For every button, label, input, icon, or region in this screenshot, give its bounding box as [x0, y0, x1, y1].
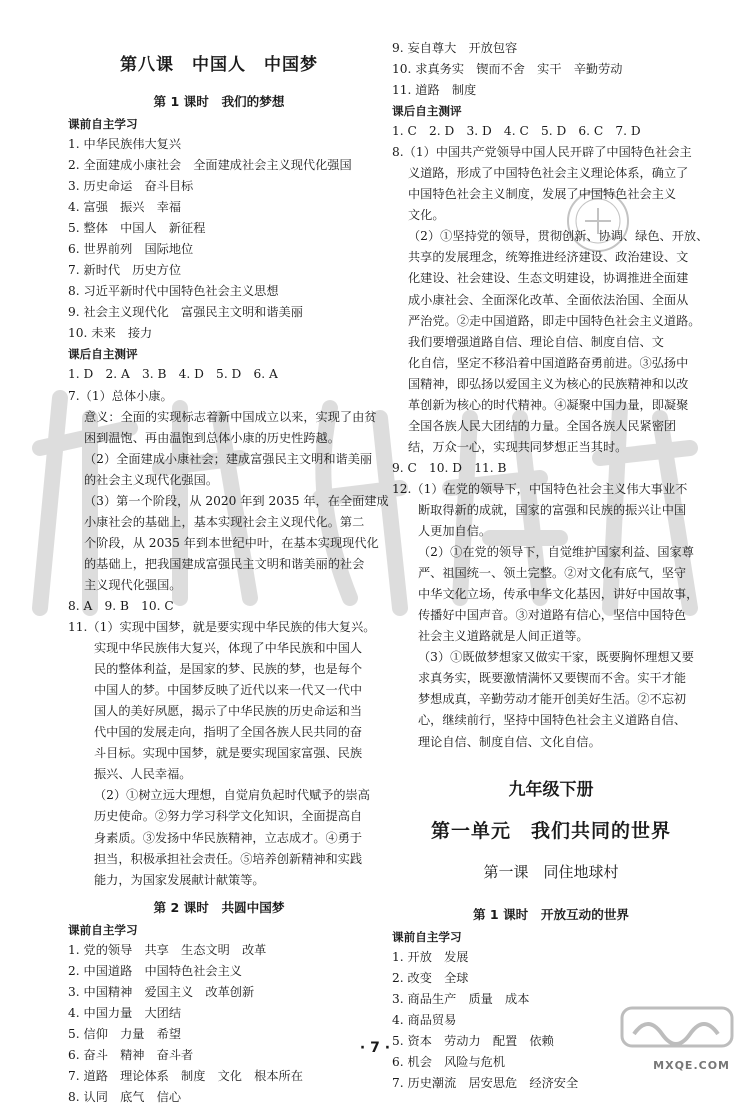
answer-line: 社会主义道路就是人间正道等。 [418, 629, 589, 644]
list-item: 2. 中国道路 中国特色社会主义 [68, 963, 242, 978]
answer-line: 振兴、人民幸福。 [94, 767, 192, 782]
post-test-answers [392, 121, 710, 752]
answer-line: 梦想成真，辛勤劳动才能开创美好生活。②不忘初 [418, 692, 687, 707]
answer-line: 意义：全面的实现标志着新中国成立以来，实现了由贫 [84, 409, 377, 424]
answer-line: 理论自信、制度自信、文化自信。 [418, 734, 601, 749]
list-item: 6. 世界前列 国际地位 [68, 242, 194, 257]
section-heading: 课前自主学习 [68, 922, 138, 937]
page-number: · 7 · [359, 1040, 391, 1056]
answer-line: 个阶段，从 2035 年到本世纪中叶，在基本实现现代化 [84, 535, 379, 550]
section-heading: 课后自主测评 [392, 104, 462, 119]
list-item: 3. 历史命运 奋斗目标 [68, 179, 194, 194]
list-item: 7. 历史潮流 居安思危 经济安全 [392, 1075, 579, 1090]
answer-line: 文化。 [408, 208, 445, 223]
list-item: 11. 道路 制度 [392, 83, 477, 98]
answer-line: 困到温饱、再由温饱到总体小康的历史性跨越。 [84, 430, 340, 445]
watermark-logo-text: MXQE.COM [653, 1059, 730, 1072]
answer-line: 人更加自信。 [418, 524, 492, 539]
pre-study-list-2 [68, 940, 370, 1108]
answer-line: 担当，积极承担社会责任。⑤培养创新精神和实践 [94, 851, 363, 866]
list-item: 9. 妄自尊大 开放包容 [392, 41, 518, 55]
answer-line: 代中国的发展走向，指明了全国各族人民共同的奋 [94, 725, 363, 740]
list-item: 2. 全面建成小康社会 全面建成社会主义现代化强国 [68, 158, 352, 173]
section-heading: 课后自主测评 [68, 347, 138, 362]
answer-line: 8.（1）中国共产党领导中国人民开辟了中国特色社会主 [392, 145, 692, 160]
answer-line: 严、祖国统一、领土完整。②对文化有底气，坚守 [418, 566, 687, 581]
list-item: 4. 商品贸易 [392, 1012, 457, 1027]
answer-line: （3）第一个阶段，从 2020 年到 2035 年，在全面建成 [84, 493, 389, 508]
answer-line: 7.（1）总体小康。 [68, 388, 173, 403]
pre-study-list-continued [392, 38, 710, 101]
answer-line: 民的整体利益，是国家的梦、民族的梦，也是每个 [94, 662, 363, 677]
list-item: 3. 中国精神 爱国主义 改革创新 [68, 984, 255, 999]
period-title: 第 1 课时 我们的梦想 [153, 94, 285, 109]
answer-line: 化自信，坚定不移沿着中国道路奋勇前进。③弘扬中 [408, 355, 689, 370]
answer-line: 斗目标。实现中国梦，就是要实现国家富强、民族 [94, 746, 363, 761]
answer-line: 历史使命。②努力学习科学文化知识，全面提高自 [94, 809, 363, 824]
answer-line: 成小康社会、全面深化改革、全面依法治国、全面从 [408, 292, 689, 307]
answer-line: 中国人的梦。中国梦反映了近代以来一代又一代中 [94, 683, 363, 698]
answer-line: 中华文化立场，传承中华文化基因，讲好中国故事， [418, 587, 699, 602]
answer-line: 1. C 2. D 3. D 4. C 5. D 6. C 7. D [392, 124, 641, 139]
list-item: 5. 信仰 力量 希望 [68, 1026, 182, 1041]
answer-line: 国人的美好夙愿，揭示了中华民族的历史命运和当 [94, 704, 363, 719]
answer-line: 结，万众一心，实现共同梦想正当其时。 [408, 439, 628, 454]
answer-line: 能力，为国家发展献计献策等。 [94, 872, 265, 887]
list-item: 4. 中国力量 大团结 [68, 1005, 182, 1020]
answer-line: 的社会主义现代化强国。 [84, 472, 219, 487]
answer-line: 心，继续前行，坚持中国特色社会主义道路自信、 [418, 713, 687, 728]
section-heading: 课前自主学习 [392, 929, 462, 944]
answer-line: （2）①树立远大理想，自觉肩负起时代赋予的崇高 [94, 788, 370, 803]
answer-line: 义道路，形成了中国特色社会主义理论体系，确立了 [408, 166, 689, 181]
answer-line: 身素质。③发扬中华民族精神，立志成才。④勇于 [94, 830, 363, 845]
watermark-logo [618, 1004, 736, 1066]
answer-line: 11.（1）实现中国梦，就是要实现中华民族的伟大复兴。 [68, 620, 376, 635]
answer-line: 9. C 10. D 11. B [392, 460, 507, 475]
list-item: 1. 中华民族伟大复兴 [68, 137, 182, 151]
section-heading: 课前自主学习 [68, 117, 138, 131]
left-column [68, 36, 389, 1108]
answer-line: 我们要增强道路自信、理论自信、制度自信、文 [408, 334, 664, 349]
list-item: 6. 奋斗 精神 奋斗者 [68, 1047, 194, 1062]
period-title: 第 1 课时 开放互动的世界 [472, 906, 630, 922]
answer-line: 全国各族人民大团结的力量。全国各族人民紧密团 [408, 418, 677, 433]
list-item: 6. 机会 风险与危机 [392, 1054, 506, 1069]
answer-line: 12.（1）在党的领导下，中国特色社会主义伟大事业不 [392, 481, 688, 496]
answer-line: 8. A 9. B 10. C [68, 598, 174, 613]
answer-line: 传播好中国声音。③对道路有信心，坚信中国特色 [418, 608, 687, 623]
list-item: 7. 道路 理论体系 制度 文化 根本所在 [68, 1068, 303, 1083]
answer-line: 革创新为核心的时代精神。④凝聚中国力量，即凝聚 [408, 397, 689, 412]
answer-line: （2）全面建成小康社会；建成富强民主文明和谐美丽 [84, 451, 373, 466]
list-item: 8. 认同 底气 信心 [68, 1089, 182, 1104]
answer-line: 国精神，即弘扬以爱国主义为核心的民族精神和以改 [408, 376, 689, 391]
list-item: 5. 资本 劳动力 配置 依赖 [392, 1033, 554, 1048]
answer-line: 断取得新的成就，国家的富强和民族的振兴让中国 [418, 502, 687, 517]
list-item: 10. 未来 接力 [68, 326, 153, 341]
grade-title: 九年级下册 [508, 779, 594, 800]
list-item: 5. 整体 中国人 新征程 [68, 221, 206, 236]
answer-line: 中国特色社会主义制度，发展了中国特色社会主义 [408, 187, 677, 202]
unit-title: 第一单元 我们共同的世界 [430, 819, 671, 842]
list-item: 8. 习近平新时代中国特色社会主义思想 [68, 284, 279, 299]
post-test-answers [68, 364, 389, 890]
answer-line: 的基础上，把我国建成富强民主文明和谐美丽的社会 [84, 556, 365, 571]
answer-line: 主义现代化强国。 [84, 577, 182, 592]
answer-line: 求真务实，既要激情满怀又要锲而不舍。实干才能 [418, 671, 687, 686]
answer-line: 化建设、社会建设、生态文明建设，协调推进全面建 [408, 271, 689, 286]
answer-line: 小康社会的基础上，基本实现社会主义现代化。第二 [84, 514, 365, 529]
answer-line: （2）①坚持党的领导，贯彻创新、协调、绿色、开放、 [408, 229, 709, 244]
list-item: 3. 商品生产 质量 成本 [392, 991, 530, 1006]
list-item: 1. 开放 发展 [392, 949, 469, 964]
period-title: 第 2 课时 共圆中国梦 [153, 899, 285, 915]
answer-line: 严治党。②走中国道路，即走中国特色社会主义道路。 [408, 313, 701, 328]
list-item: 2. 改变 全球 [392, 970, 469, 985]
answer-line: 共享的发展理念，统筹推进经济建设、政治建设、文 [408, 250, 689, 265]
list-item: 7. 新时代 历史方位 [68, 263, 182, 278]
lesson-title: 第一课 同住地球村 [483, 862, 619, 881]
right-column [392, 38, 710, 1094]
answer-line: （2）①在党的领导下，自觉维护国家利益、国家尊 [418, 545, 694, 560]
list-item: 1. 党的领导 共享 生态文明 改革 [68, 942, 267, 957]
pre-study-list [68, 134, 370, 344]
list-item: 9. 社会主义现代化 富强民主文明和谐美丽 [68, 305, 303, 320]
answer-line: 实现中华民族伟大复兴，体现了中华民族和中国人 [94, 641, 363, 656]
answer-line: 1. D 2. A 3. B 4. D 5. D 6. A [68, 367, 278, 382]
answer-line: （3）①既做梦想家又做实干家，既要胸怀理想又要 [418, 650, 694, 665]
list-item: 4. 富强 振兴 幸福 [68, 200, 182, 215]
list-item: 10. 求真务实 锲而不舍 实干 辛勤劳动 [392, 62, 623, 77]
lesson-title: 第八课 中国人 中国梦 [120, 55, 318, 75]
